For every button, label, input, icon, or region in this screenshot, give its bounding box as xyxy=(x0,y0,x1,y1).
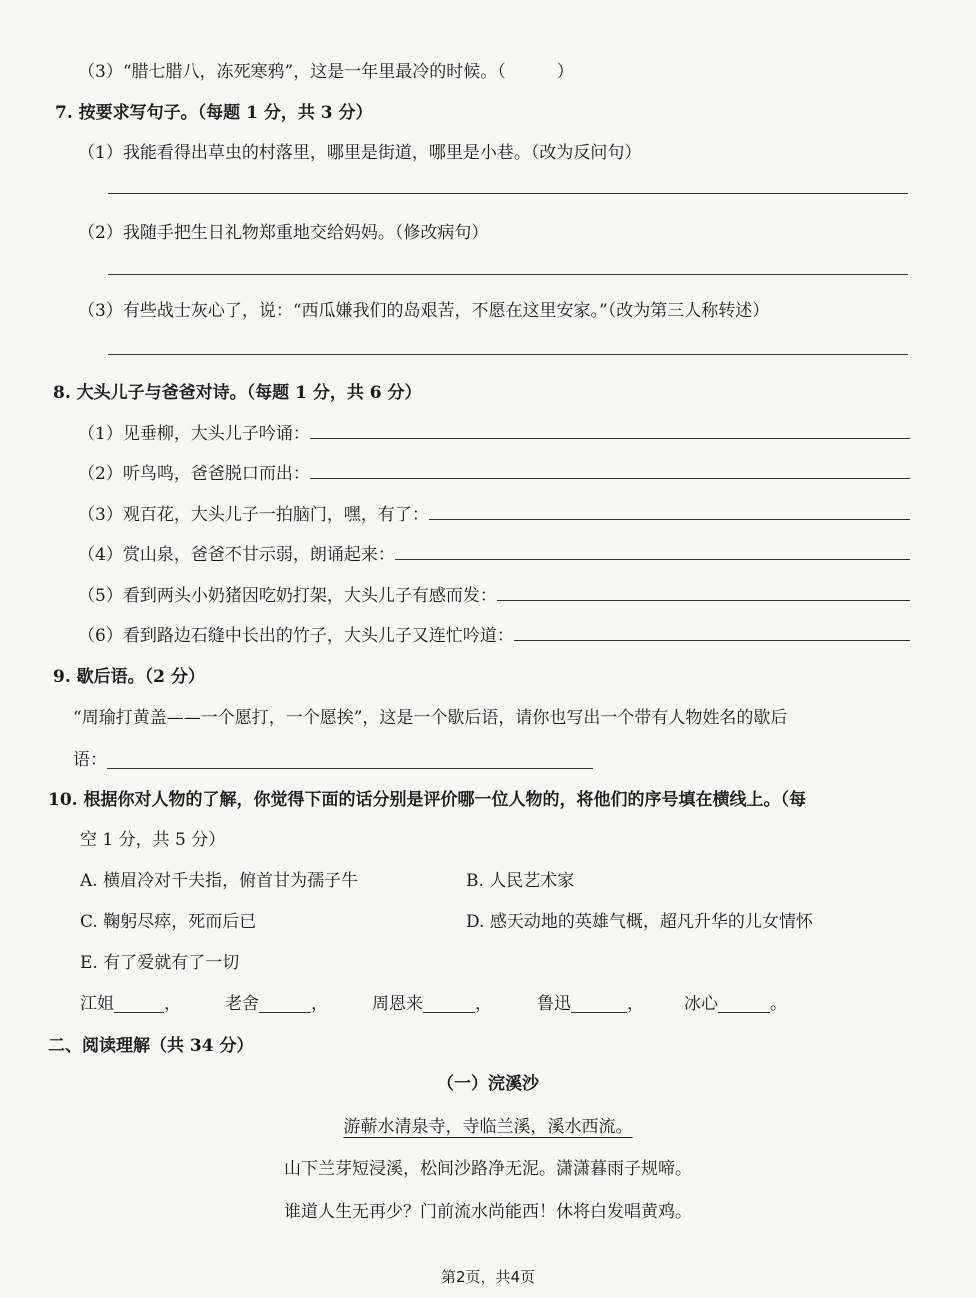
q8-item-1-text: （1）见垂柳，大头儿子吟诵： xyxy=(78,424,310,444)
blank-laoshe[interactable] xyxy=(259,996,311,1013)
q8-item-4-text: （4）赏山泉，爸爸不甘示弱，朗诵起来： xyxy=(78,545,395,565)
q7-answer-line-3[interactable] xyxy=(108,354,908,355)
comma: ， xyxy=(475,994,492,1014)
q10-title-line-2: 空 1 分，共 5 分） xyxy=(80,830,226,850)
poem-preface-text: 游蕲水清泉寺，寺临兰溪，溪水西流。 xyxy=(343,1117,633,1137)
q10-answer-laoshe xyxy=(225,992,328,1016)
name-bingxin: 冰心 xyxy=(684,994,718,1014)
name-jiangjie: 江姐 xyxy=(80,994,114,1014)
q10-answer-zhouenlai xyxy=(372,992,492,1016)
q8-answer-blank-3[interactable] xyxy=(429,503,910,520)
q8-answer-blank-1[interactable] xyxy=(310,422,910,439)
q7-item-3: （3）有些战士灰心了，说：“西瓜嫌我们的岛艰苦，不愿在这里安家。”（改为第三人称转述） xyxy=(78,301,770,321)
page-number: 第2页，共4页 xyxy=(440,1268,536,1286)
q7-answer-line-1[interactable] xyxy=(108,193,908,194)
q8-answer-blank-5[interactable] xyxy=(497,584,910,601)
blank-bingxin[interactable] xyxy=(718,996,770,1013)
name-laoshe: 老舍 xyxy=(225,994,259,1014)
q8-item-6 xyxy=(78,624,910,648)
q8-answer-blank-4[interactable] xyxy=(395,543,910,560)
q10-title-line-1: 10. 根据你对人物的了解，你觉得下面的话分别是评价哪一位人物的，将他们的序号填在横线上。（每 xyxy=(48,790,806,810)
q8-item-1 xyxy=(78,422,910,446)
q9-text-line-2-label: 语： xyxy=(73,750,107,770)
comma: ， xyxy=(311,994,328,1014)
blank-jiangjie[interactable] xyxy=(114,996,164,1013)
q9-answer-blank[interactable] xyxy=(107,752,593,769)
q9-title: 9. 歇后语。（2 分） xyxy=(53,667,205,687)
poem-preface xyxy=(0,1115,976,1139)
poem-line-2: 谁道人生无再少？门前流水尚能西！休将白发唱黄鸡。 xyxy=(284,1202,692,1222)
name-luxun: 鲁迅 xyxy=(537,994,571,1014)
section2-title: 二、阅读理解（共 34 分） xyxy=(48,1036,254,1056)
q10-answer-luxun xyxy=(537,992,644,1016)
q9-text-line-2 xyxy=(73,748,593,772)
poem-title: （一）浣溪沙 xyxy=(437,1074,539,1094)
q6-item-3: （3）“腊七腊八，冻死寒鸦”，这是一年里最冷的时候。（ ） xyxy=(78,62,574,82)
q7-item-2: （2）我随手把生日礼物郑重地交给妈妈。（修改病句） xyxy=(78,223,489,243)
q8-title: 8. 大头儿子与爸爸对诗。（每题 1 分，共 6 分） xyxy=(53,383,422,403)
q8-answer-blank-2[interactable] xyxy=(310,462,910,479)
name-zhouenlai: 周恩来 xyxy=(372,994,423,1014)
q10-option-b: B. 人民艺术家 xyxy=(466,871,575,891)
blank-luxun[interactable] xyxy=(571,996,627,1013)
comma: ， xyxy=(627,994,644,1014)
poem-line-1: 山下兰芽短浸溪，松间沙路净无泥。潇潇暮雨子规啼。 xyxy=(284,1159,692,1179)
q8-item-2 xyxy=(78,462,910,486)
q8-item-5 xyxy=(78,584,910,608)
blank-zhouenlai[interactable] xyxy=(423,996,475,1013)
comma: ， xyxy=(164,994,181,1014)
q8-item-3 xyxy=(78,503,910,527)
q10-answer-jiangjie xyxy=(80,992,181,1016)
period: 。 xyxy=(770,994,787,1014)
q7-item-1: （1）我能看得出草虫的村落里，哪里是街道，哪里是小巷。（改为反问句） xyxy=(78,143,642,163)
q10-option-c: C. 鞠躬尽瘁，死而后已 xyxy=(80,912,257,932)
q8-item-6-text: （6）看到路边石缝中长出的竹子，大头儿子又连忙吟道： xyxy=(78,626,514,646)
q7-title: 7. 按要求写句子。（每题 1 分，共 3 分） xyxy=(55,103,373,123)
q10-option-d: D. 感天动地的英雄气概，超凡升华的儿女情怀 xyxy=(466,912,813,932)
q8-answer-blank-6[interactable] xyxy=(514,624,910,641)
q10-option-e: E. 有了爱就有了一切 xyxy=(80,953,240,973)
q8-item-2-text: （2）听鸟鸣，爸爸脱口而出： xyxy=(78,464,310,484)
q10-option-a: A. 横眉冷对千夫指，俯首甘为孺子牛 xyxy=(80,871,359,891)
q8-item-5-text: （5）看到两头小奶猪因吃奶打架，大头儿子有感而发： xyxy=(78,586,497,606)
q9-text-line-1: “周瑜打黄盖——一个愿打，一个愿挨”，这是一个歇后语，请你也写出一个带有人物姓名的歇后 xyxy=(73,708,788,728)
q7-answer-line-2[interactable] xyxy=(108,274,908,275)
q8-item-3-text: （3）观百花，大头儿子一拍脑门，嘿，有了： xyxy=(78,505,429,525)
q10-answer-bingxin xyxy=(684,992,787,1016)
q8-item-4 xyxy=(78,543,910,567)
